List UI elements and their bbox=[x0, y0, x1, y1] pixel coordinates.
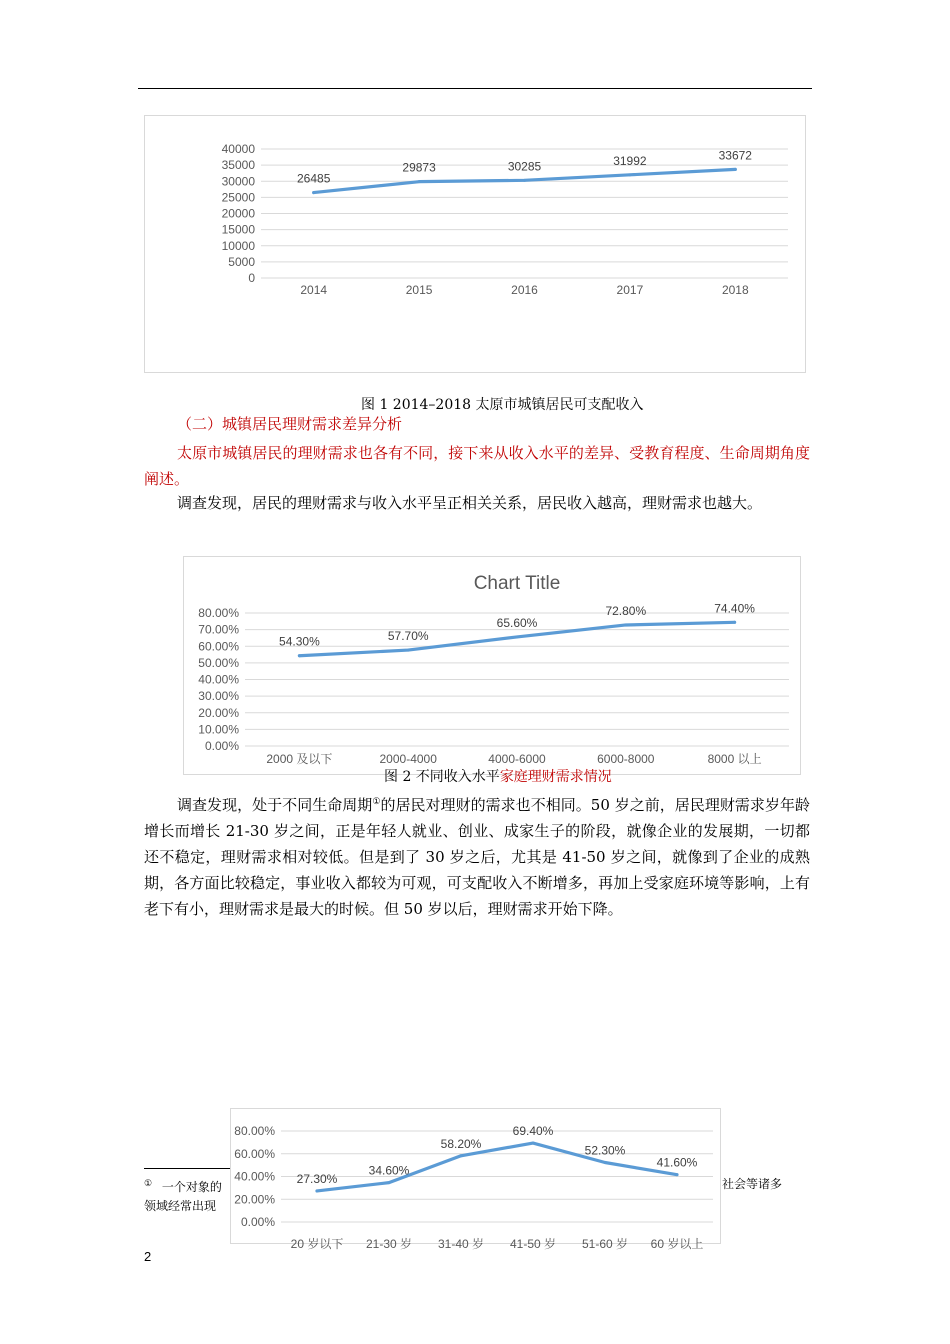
data-label: 69.40% bbox=[512, 1124, 554, 1139]
y-tick-label: 60.00% bbox=[198, 639, 239, 654]
income-paragraph: 调查发现，居民的理财需求与收入水平呈正相关关系，居民收入越高，理财需求也越大。 bbox=[177, 494, 763, 512]
y-tick-label: 0.00% bbox=[240, 1215, 275, 1229]
footnote-text-left: 一个对象的 bbox=[161, 1180, 222, 1194]
data-point bbox=[624, 623, 627, 626]
age-chart-svg bbox=[231, 1109, 720, 1251]
lifecycle-paragraph bbox=[144, 789, 810, 922]
footnote-text-line2: 领域经常出现 bbox=[144, 1199, 217, 1213]
footnote-text-right: 社会等诸多 bbox=[722, 1177, 783, 1191]
y-tick-label: 25000 bbox=[221, 190, 255, 205]
income-level-chart-svg bbox=[184, 557, 800, 774]
data-label: 41.60% bbox=[656, 1155, 698, 1170]
data-label: 33672 bbox=[718, 148, 752, 163]
data-label: 58.20% bbox=[440, 1136, 482, 1151]
x-tick-label: 2016 bbox=[511, 283, 538, 297]
x-tick-label: 60 岁以上 bbox=[650, 1237, 704, 1251]
data-point bbox=[523, 179, 526, 182]
data-label: 29873 bbox=[402, 160, 436, 175]
lifecycle-text-start: 调查发现，处于不同生命周期 bbox=[177, 796, 373, 814]
data-point bbox=[604, 1161, 607, 1164]
intro-paragraph: 太原市城镇居民的理财需求也各有不同，接下来从收入水平的差异、受教育程度、生命周期角度阐述。 bbox=[144, 444, 810, 488]
data-point bbox=[312, 191, 315, 194]
data-point bbox=[418, 180, 421, 183]
x-tick-label: 41-50 岁 bbox=[509, 1237, 557, 1251]
data-label: 27.30% bbox=[296, 1171, 338, 1186]
y-tick-label: 30000 bbox=[221, 174, 255, 189]
y-tick-label: 20.00% bbox=[198, 705, 239, 720]
data-label: 57.70% bbox=[387, 629, 429, 644]
x-tick-label: 8000 以上 bbox=[707, 752, 762, 766]
y-tick-label: 40.00% bbox=[198, 672, 239, 687]
y-tick-label: 5000 bbox=[228, 254, 255, 269]
income-level-chart bbox=[183, 556, 801, 775]
header-rule bbox=[138, 88, 812, 89]
y-tick-label: 30.00% bbox=[198, 689, 239, 704]
x-tick-label: 2014 bbox=[300, 283, 328, 297]
data-point bbox=[734, 168, 737, 171]
section-heading: （二）城镇居民理财需求差异分析 bbox=[177, 415, 403, 433]
y-tick-label: 60.00% bbox=[234, 1146, 275, 1161]
x-tick-label: 21-30 岁 bbox=[365, 1237, 413, 1251]
y-tick-label: 15000 bbox=[221, 222, 255, 237]
y-tick-label: 50.00% bbox=[198, 655, 239, 670]
data-point bbox=[676, 1173, 679, 1176]
y-tick-label: 70.00% bbox=[198, 622, 239, 637]
age-chart bbox=[230, 1108, 721, 1251]
lifecycle-text-rest: 的居民对理财的需求也不相同。50 岁之前，居民理财需求岁年龄增长而增长 21-30 岁之间，正是年轻人就业、创业、成家生子的阶段，就像企业的发展期，一切都还不稳定，理财需求相对较低。但是到了 30 岁之后，尤其是 41-50 岁之间，就像到了企业的成熟期，各方面比较稳定，事业收入都较为可观，可支配收入不断增多，再加上受家庭环境等影响，上有老下有小，理财需求是最大的时候。但 50 岁以后，理财需求开始下降。 bbox=[144, 796, 811, 918]
income-chart bbox=[144, 115, 806, 373]
x-tick-label: 4000-6000 bbox=[488, 752, 546, 766]
data-label: 54.30% bbox=[279, 634, 320, 649]
y-tick-label: 0.00% bbox=[204, 739, 239, 753]
page-number: 2 bbox=[144, 1249, 152, 1264]
data-point bbox=[628, 173, 631, 176]
data-point bbox=[733, 621, 736, 624]
income-chart-svg bbox=[145, 116, 805, 372]
figure2-caption-red: 家庭理财需求情况 bbox=[499, 769, 612, 785]
x-tick-label: 6000-8000 bbox=[597, 752, 655, 766]
footnote-mark: ① bbox=[144, 1179, 153, 1189]
y-tick-label: 10.00% bbox=[198, 722, 239, 737]
data-label: 34.60% bbox=[368, 1163, 410, 1178]
data-label: 30285 bbox=[507, 159, 542, 174]
x-tick-label: 2015 bbox=[405, 283, 433, 297]
data-label: 52.30% bbox=[584, 1143, 626, 1158]
y-tick-label: 20.00% bbox=[234, 1192, 275, 1207]
data-point bbox=[407, 649, 410, 652]
data-label: 31992 bbox=[613, 153, 647, 168]
x-tick-label: 2017 bbox=[616, 283, 644, 297]
y-tick-label: 20000 bbox=[221, 206, 255, 221]
y-tick-label: 0 bbox=[248, 271, 255, 285]
footnote-ref[interactable]: ① bbox=[372, 797, 381, 807]
y-tick-label: 35000 bbox=[221, 158, 255, 173]
data-point bbox=[298, 654, 301, 657]
chart-title: Chart Title bbox=[473, 573, 561, 594]
y-tick-label: 10000 bbox=[221, 238, 255, 253]
data-point bbox=[516, 635, 519, 638]
x-tick-label: 31-40 岁 bbox=[437, 1237, 485, 1251]
y-tick-label: 40000 bbox=[221, 142, 255, 156]
data-point bbox=[316, 1189, 319, 1192]
x-tick-label: 51-60 岁 bbox=[581, 1237, 629, 1251]
y-tick-label: 40.00% bbox=[234, 1169, 275, 1184]
x-tick-label: 2018 bbox=[721, 283, 749, 297]
figure2-caption bbox=[384, 769, 612, 785]
data-point bbox=[460, 1154, 463, 1157]
figure1-caption: 图 1 2014–2018 太原市城镇居民可支配收入 bbox=[361, 397, 644, 413]
x-tick-label: 2000 及以下 bbox=[266, 752, 333, 766]
y-tick-label: 80.00% bbox=[198, 606, 239, 620]
data-label: 74.40% bbox=[714, 601, 755, 616]
data-label: 65.60% bbox=[496, 615, 538, 630]
data-point bbox=[388, 1181, 391, 1184]
data-label: 72.80% bbox=[605, 603, 647, 618]
figure2-caption-black: 图 2 不同收入水平 bbox=[384, 769, 500, 785]
x-tick-label: 20 岁以下 bbox=[290, 1237, 344, 1251]
data-point bbox=[532, 1142, 535, 1145]
x-tick-label: 2000-4000 bbox=[379, 752, 437, 766]
y-tick-label: 80.00% bbox=[234, 1124, 275, 1138]
data-label: 26485 bbox=[297, 171, 331, 186]
